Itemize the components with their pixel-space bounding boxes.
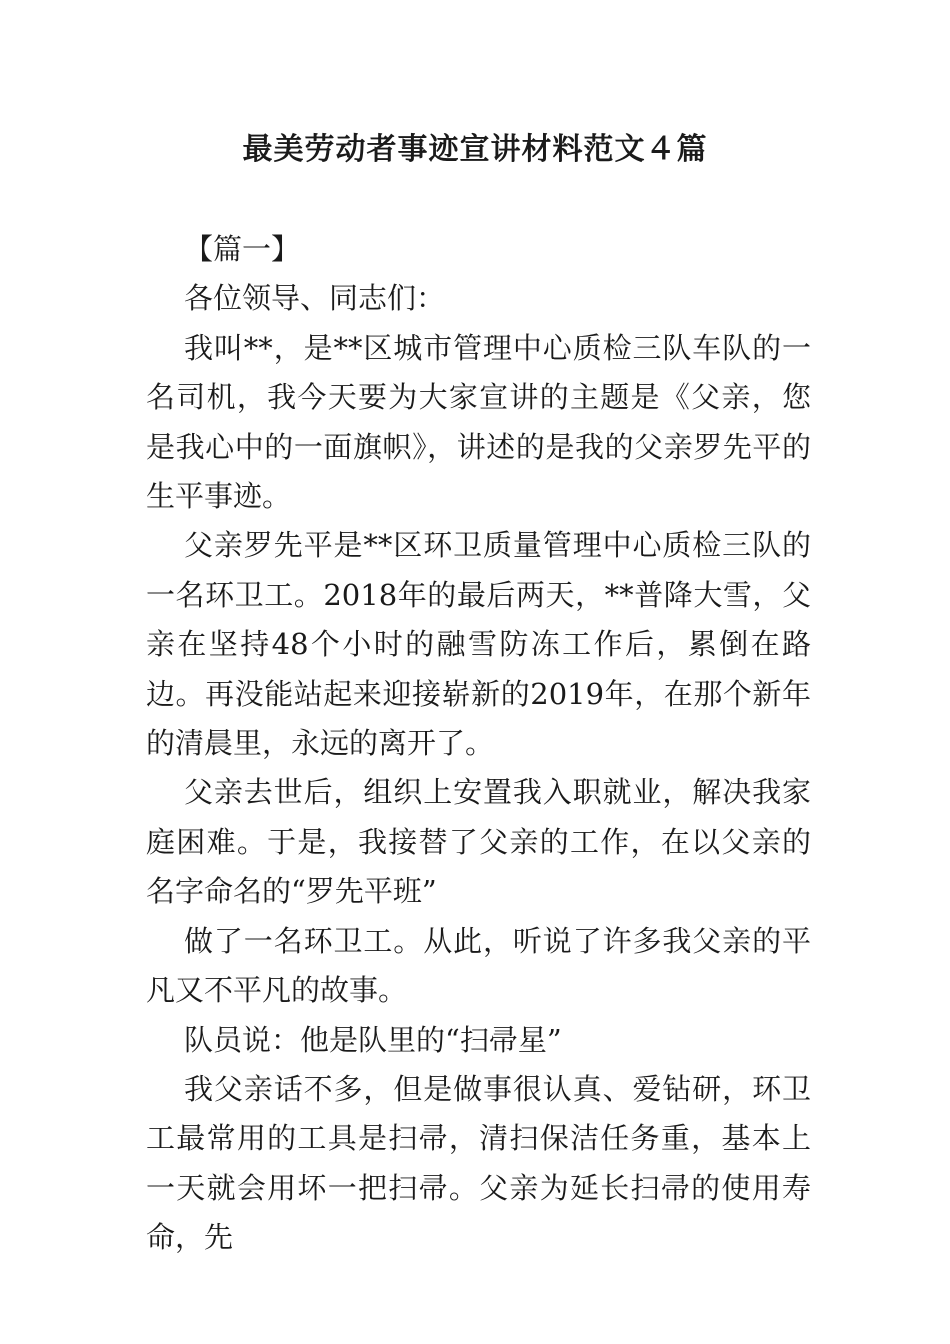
paragraph: 【篇一】 xyxy=(184,232,301,266)
paragraph: 各位领导、同志们： xyxy=(184,281,446,316)
paragraph: 队员说：他是队里的“扫帚星” xyxy=(184,1022,562,1057)
document-title: 最美劳动者事迹宣讲材料范文４篇 xyxy=(242,132,708,167)
document-body xyxy=(146,225,811,1263)
paragraph: 父亲去世后，组织上安置我入职就业，解决我家庭困难。于是，我接替了父亲的工作，在以父亲的名字命名的“罗先平班” xyxy=(146,775,811,909)
paragraph: 父亲罗先平是**区环卫质量管理中心质检三队的一名环卫工。2018年的最后两天，**普降大雪，父亲在坚持48个小时的融雪防冻工作后，累倒在路边。再没能站起来迎接崭新的2019年，在那个新年的清晨里，永远的离开了。 xyxy=(146,528,811,761)
paragraph: 我叫**，是**区城市管理中心质检三队车队的一名司机，我今天要为大家宣讲的主题是《父亲，您是我心中的一面旗帜》，讲述的是我的父亲罗先平的生平事迹。 xyxy=(146,330,811,514)
paragraph: 做了一名环卫工。从此，听说了许多我父亲的平凡又不平凡的故事。 xyxy=(146,923,811,1008)
paragraph: 我父亲话不多，但是做事很认真、爱钻研，环卫工最常用的工具是扫帚，清扫保洁任务重，基本上一天就会用坏一把扫帚。父亲为延长扫帚的使用寿命，先 xyxy=(146,1071,811,1255)
